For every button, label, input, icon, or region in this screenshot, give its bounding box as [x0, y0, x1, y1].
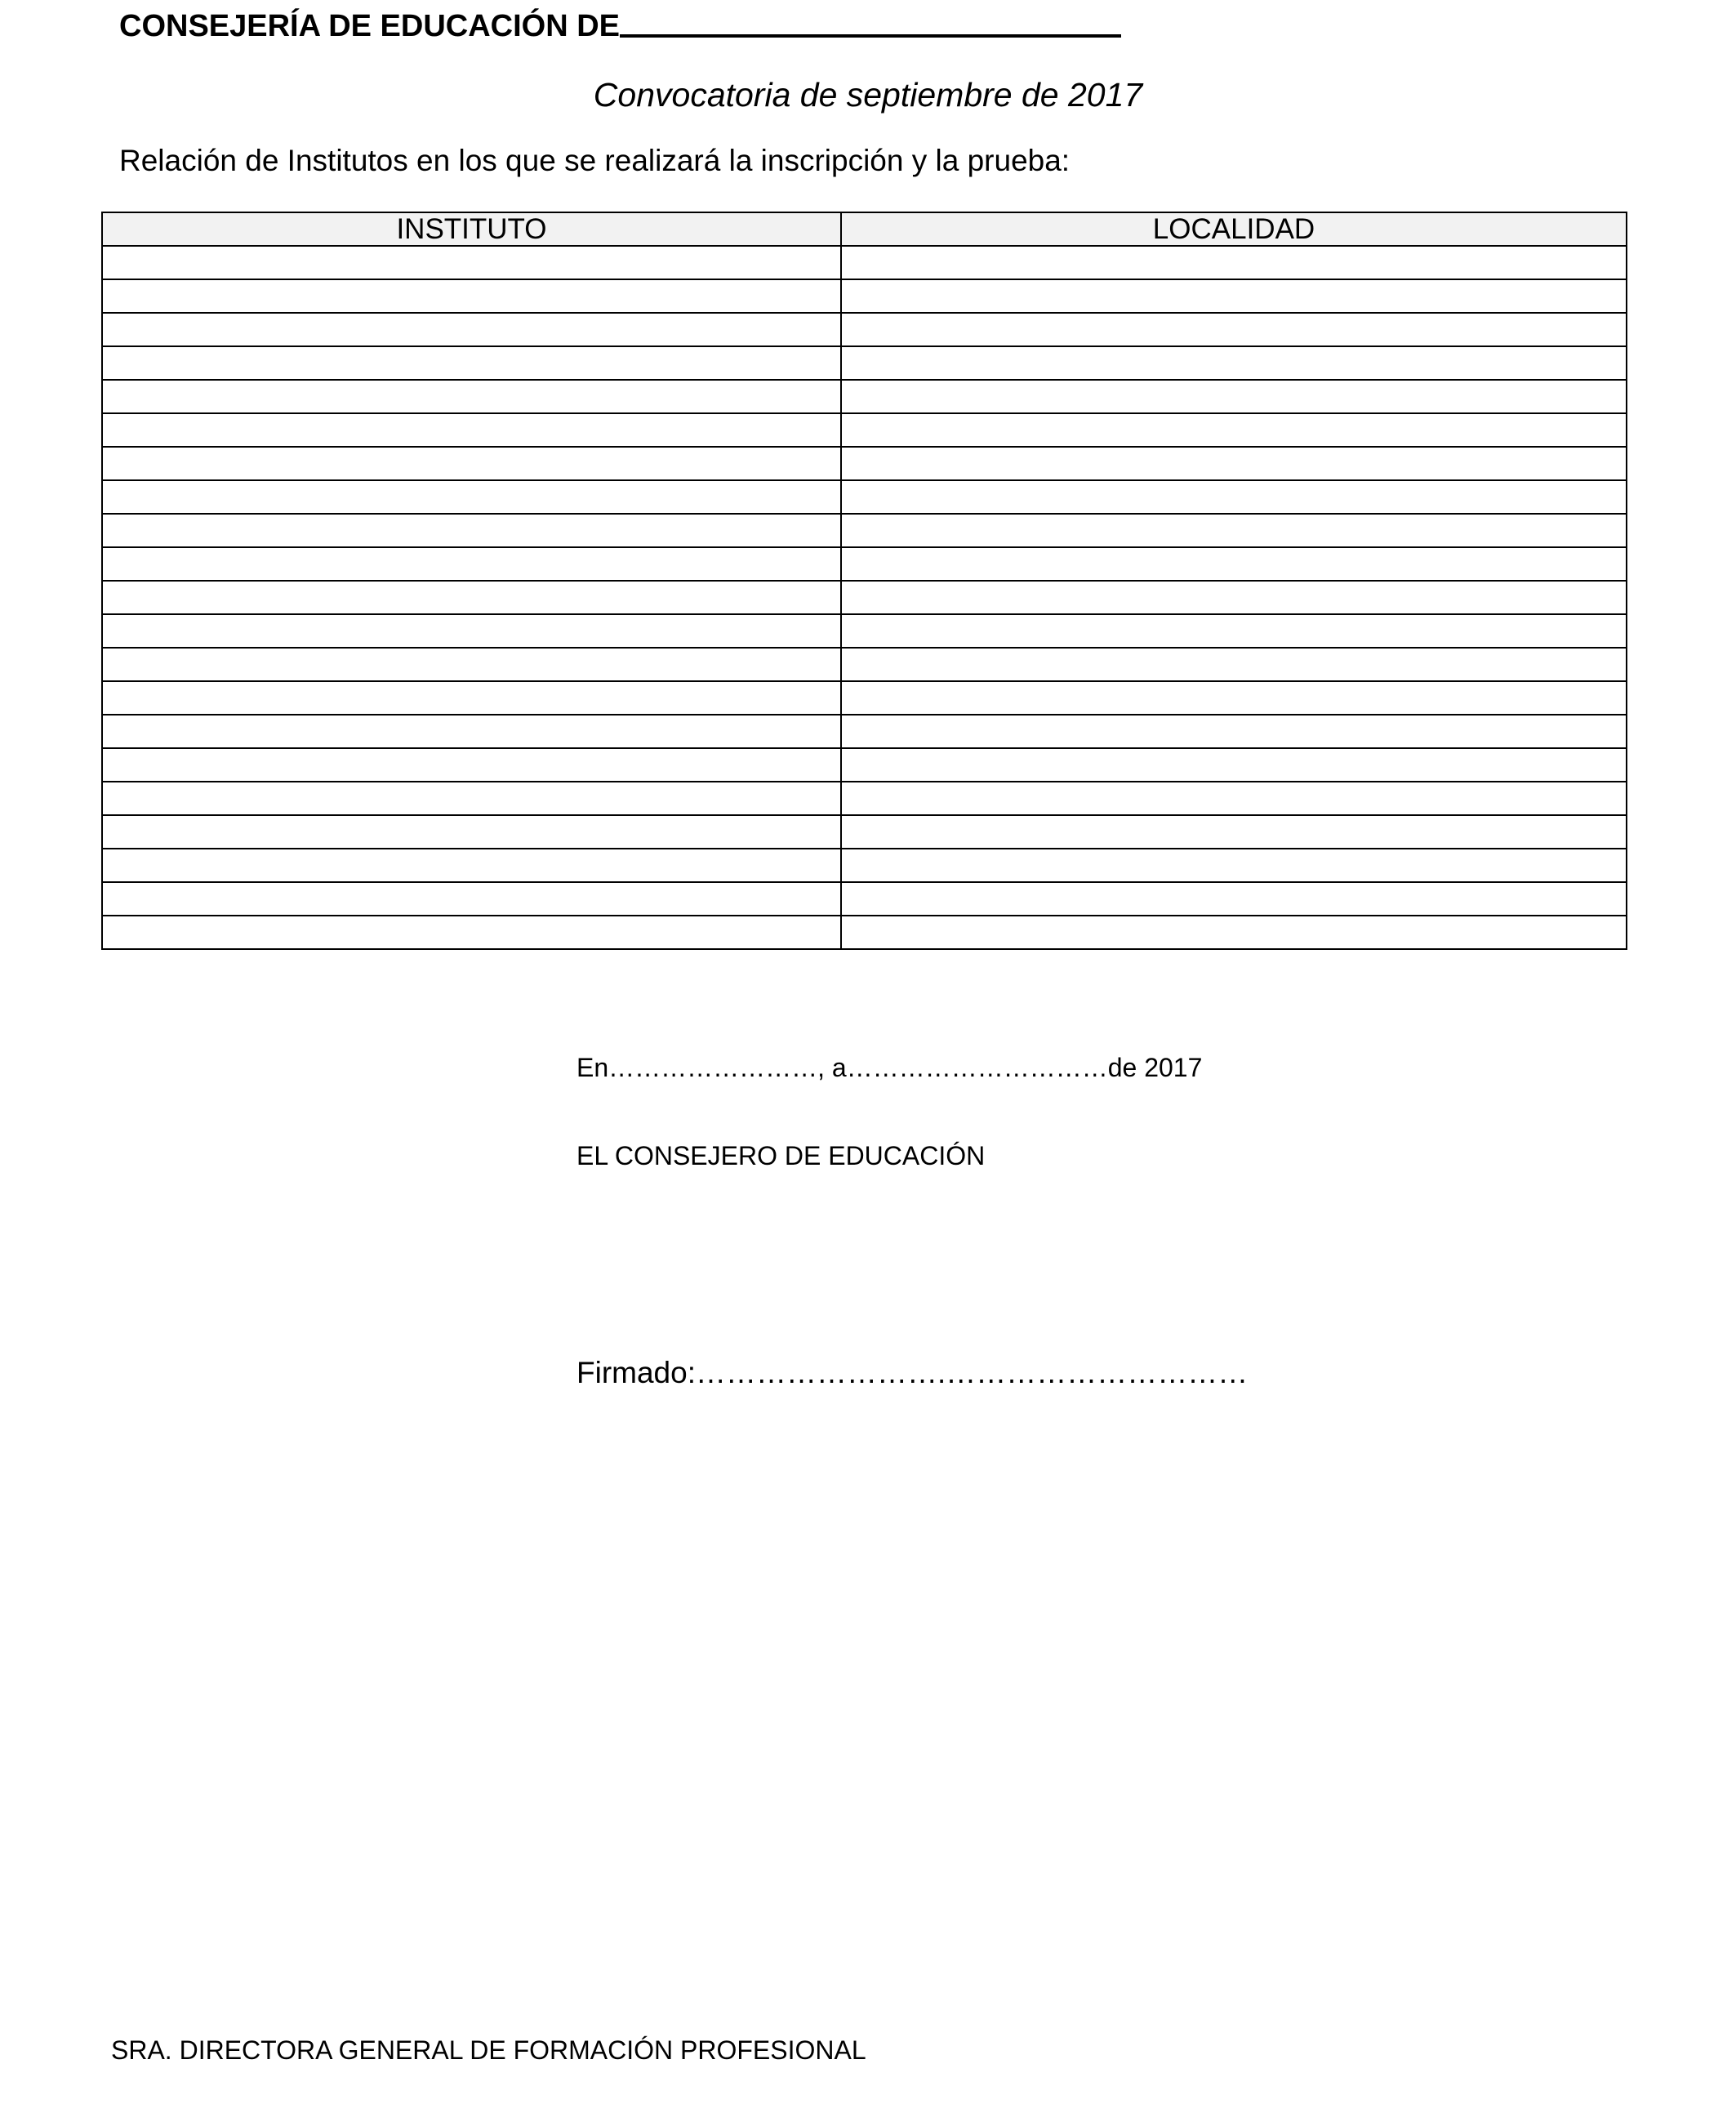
localidad-cell[interactable]	[841, 447, 1627, 480]
table-row	[102, 782, 1627, 815]
table-row	[102, 681, 1627, 715]
convocatoria-title: Convocatoria de septiembre de 2017	[593, 76, 1143, 114]
localidad-cell[interactable]	[841, 380, 1627, 413]
localidad-cell[interactable]	[841, 882, 1627, 916]
instituto-cell[interactable]	[102, 380, 841, 413]
lugar-fecha-line: En……………………, a…………………………de 2017	[576, 1053, 1203, 1082]
table-row	[102, 447, 1627, 480]
instituto-cell[interactable]	[102, 346, 841, 380]
localidad-cell[interactable]	[841, 648, 1627, 681]
table-row	[102, 815, 1627, 849]
table-row	[102, 748, 1627, 782]
instituto-cell[interactable]	[102, 581, 841, 614]
firmado-line: Firmado:…………………….…………………………	[576, 1356, 1249, 1389]
instituto-cell[interactable]	[102, 447, 841, 480]
localidad-cell[interactable]	[841, 346, 1627, 380]
localidad-cell[interactable]	[841, 313, 1627, 346]
table-row	[102, 715, 1627, 748]
column-header-instituto: INSTITUTO	[102, 212, 841, 246]
table-row	[102, 413, 1627, 447]
localidad-cell[interactable]	[841, 246, 1627, 279]
table-row	[102, 916, 1627, 949]
consejero-label: EL CONSEJERO DE EDUCACIÓN	[576, 1141, 986, 1170]
consejeria-label: CONSEJERÍA DE EDUCACIÓN DE	[119, 9, 621, 43]
instituto-cell[interactable]	[102, 882, 841, 916]
institutos-table	[101, 212, 1627, 950]
instituto-cell[interactable]	[102, 715, 841, 748]
table-row	[102, 614, 1627, 648]
instituto-cell[interactable]	[102, 748, 841, 782]
instituto-cell[interactable]	[102, 480, 841, 514]
localidad-cell[interactable]	[841, 413, 1627, 447]
localidad-cell[interactable]	[841, 581, 1627, 614]
instituto-cell[interactable]	[102, 547, 841, 581]
table-row	[102, 480, 1627, 514]
localidad-cell[interactable]	[841, 614, 1627, 648]
table-row	[102, 547, 1627, 581]
consejeria-blank-line	[620, 34, 1121, 38]
localidad-cell[interactable]	[841, 916, 1627, 949]
localidad-cell[interactable]	[841, 547, 1627, 581]
instituto-cell[interactable]	[102, 849, 841, 882]
consejeria-heading	[119, 7, 1121, 46]
table-row	[102, 849, 1627, 882]
instituto-cell[interactable]	[102, 313, 841, 346]
column-header-localidad: LOCALIDAD	[841, 212, 1627, 246]
localidad-cell[interactable]	[841, 715, 1627, 748]
table-body	[102, 246, 1627, 949]
localidad-cell[interactable]	[841, 815, 1627, 849]
table-row	[102, 313, 1627, 346]
instituto-cell[interactable]	[102, 514, 841, 547]
instituto-cell[interactable]	[102, 648, 841, 681]
instituto-cell[interactable]	[102, 246, 841, 279]
table-row	[102, 279, 1627, 313]
relacion-intro: Relación de Institutos en los que se realizará la inscripción y la prueba:	[119, 144, 1071, 177]
table-row	[102, 346, 1627, 380]
instituto-cell[interactable]	[102, 916, 841, 949]
table-row	[102, 514, 1627, 547]
table-header-row	[102, 212, 1627, 246]
table-row	[102, 246, 1627, 279]
instituto-cell[interactable]	[102, 413, 841, 447]
instituto-cell[interactable]	[102, 279, 841, 313]
destinataria-footer: SRA. DIRECTORA GENERAL DE FORMACIÓN PROFESIONAL	[111, 2035, 866, 2065]
localidad-cell[interactable]	[841, 514, 1627, 547]
table-row	[102, 581, 1627, 614]
localidad-cell[interactable]	[841, 849, 1627, 882]
instituto-cell[interactable]	[102, 782, 841, 815]
table-row	[102, 882, 1627, 916]
localidad-cell[interactable]	[841, 681, 1627, 715]
localidad-cell[interactable]	[841, 279, 1627, 313]
localidad-cell[interactable]	[841, 782, 1627, 815]
instituto-cell[interactable]	[102, 681, 841, 715]
table-row	[102, 380, 1627, 413]
localidad-cell[interactable]	[841, 480, 1627, 514]
instituto-cell[interactable]	[102, 815, 841, 849]
localidad-cell[interactable]	[841, 748, 1627, 782]
instituto-cell[interactable]	[102, 614, 841, 648]
table-row	[102, 648, 1627, 681]
